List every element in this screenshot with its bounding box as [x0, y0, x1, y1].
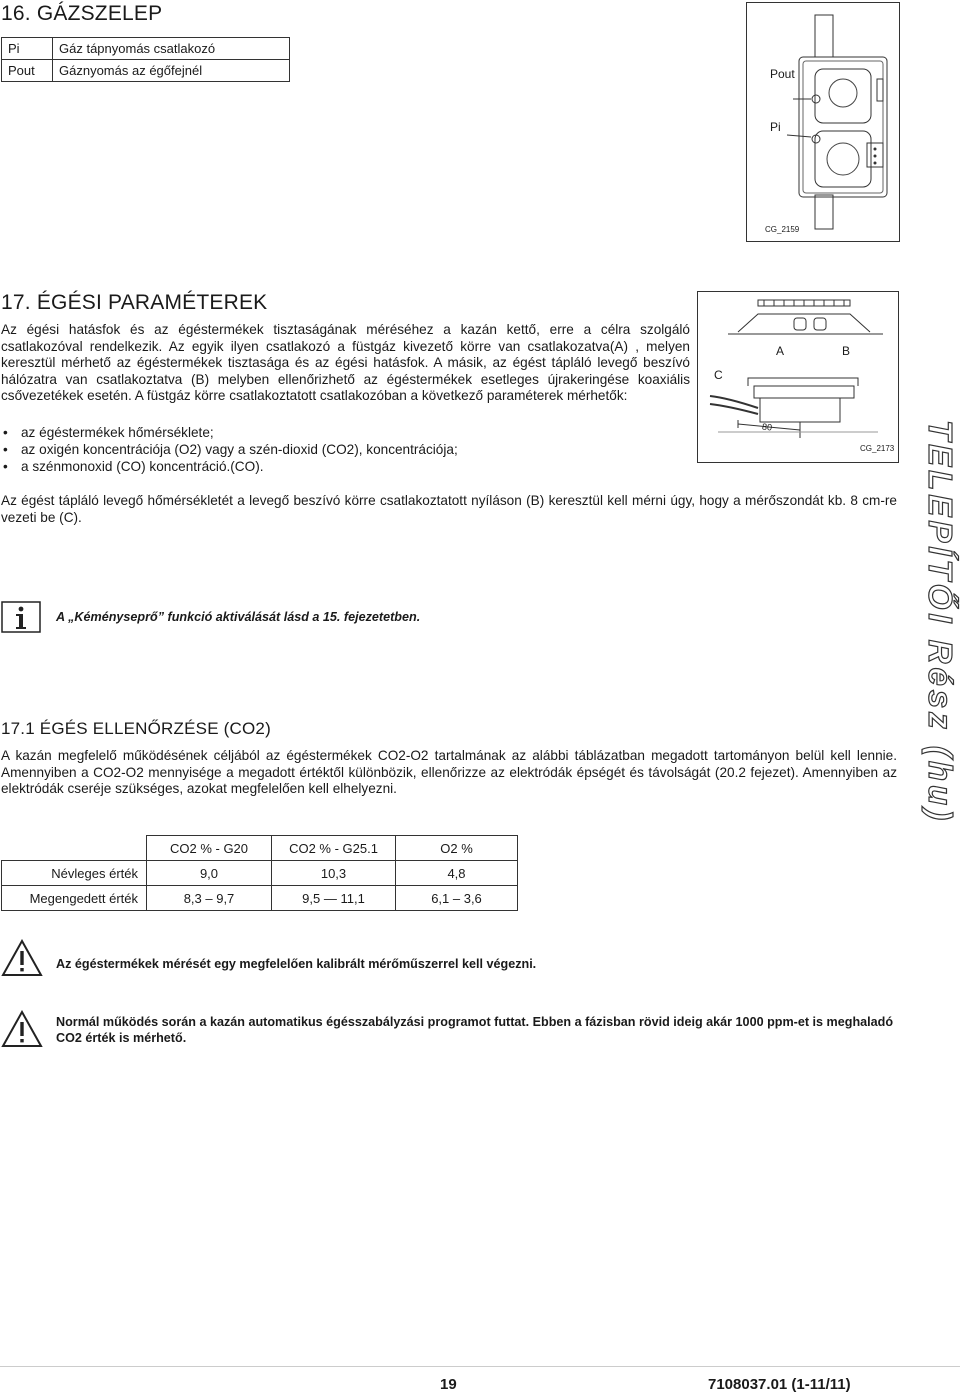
- header-cell: CO2 % - G25.1: [272, 836, 396, 861]
- legend-desc: Gáznyomás az égőfejnél: [53, 60, 290, 82]
- gas-valve-legend-table: [1, 37, 290, 82]
- section-16-title: 16. GÁZSZELEP: [1, 2, 163, 25]
- table-row: [2, 886, 518, 911]
- section-17-title: 17. ÉGÉSI PARAMÉTEREK: [1, 291, 268, 314]
- label-b: B: [842, 344, 851, 358]
- document-code: 7108037.01 (1-11/11): [708, 1376, 851, 1393]
- measured-parameters-list: [1, 424, 691, 475]
- side-section-label: TELEPÍTŐI Rész (hu): [922, 420, 959, 825]
- chimney-sweep-note: A „Kéményseprő” funkció aktiválását lásd a 15. fejezetetben.: [56, 610, 421, 624]
- table-header-row: [2, 836, 518, 861]
- dimension-label: 80: [761, 421, 773, 433]
- table-row: [2, 38, 290, 60]
- list-item: • az égéstermékek hőmérséklete;: [1, 424, 691, 441]
- table-cell: 4,8: [396, 861, 518, 886]
- row-label: Megengedett érték: [2, 886, 147, 911]
- header-cell: CO2 % - G20: [147, 836, 272, 861]
- warning-icon: [1, 1010, 43, 1048]
- section-17-1-title: 17.1 ÉGÉS ELLENŐRZÉSE (CO2): [1, 719, 271, 738]
- combustion-values-table: [1, 835, 518, 911]
- table-row: [2, 861, 518, 886]
- table-cell: 8,3 – 9,7: [147, 886, 272, 911]
- footer-divider: [0, 1366, 960, 1367]
- combustion-program-warning: Normál működés során a kazán automatikus égésszabályzási programot futtat. Ebben a fázisban rövid ideig akár 1000 ppm-et is meghaladó CO2 érték is mérhető.: [56, 1015, 894, 1045]
- legend-desc: Gáz tápnyomás csatlakozó: [53, 38, 290, 60]
- header-cell: O2 %: [396, 836, 518, 861]
- table-row: [2, 60, 290, 82]
- info-icon: [1, 601, 41, 633]
- section-17-1-text: A kazán megfelelő működésének céljából az égéstermékek CO2-O2 tartalmának az alábbi táblázatban megadott tartományon belül kell lennie. Amennyiben a CO2-O2 mennyisége a megadott értéktől különbözik, ellenőrizze az elektródák épségét és távolságát (20.2 fejezet). Amennyiben az elektródák cseréje szükséges, azokat megfelelően kell elhelyezni.: [1, 748, 897, 797]
- flue-connector-figure: [697, 291, 899, 463]
- label-a: A: [776, 344, 785, 358]
- table-cell: 9,0: [147, 861, 272, 886]
- flue-connector-drawing: [698, 292, 898, 462]
- section-17-measurement-text: Az égést tápláló levegő hőmérsékletét a levegő beszívó körre csatlakoztatott nyíláson (B) keresztül kell mérni úgy, hogy a mérőszondát kb. 8 cm-re vezeti be (C).: [1, 493, 897, 525]
- label-c: C: [714, 368, 723, 382]
- figure-code: CG_2173: [860, 444, 895, 453]
- table-cell: 10,3: [272, 861, 396, 886]
- pi-label: Pi: [770, 120, 781, 134]
- gas-valve-figure: [746, 2, 900, 242]
- page-number: 19: [440, 1376, 457, 1393]
- legend-key: Pi: [2, 38, 53, 60]
- warning-icon: [1, 939, 43, 977]
- list-item: • az oxigén koncentrációja (O2) vagy a szén-dioxid (CO2), koncentrációja;: [1, 441, 691, 458]
- pout-label: Pout: [770, 67, 795, 81]
- section-17-intro: Az égési hatásfok és az égéstermékek tisztaságának méréséhez a kazán kettő, erre a célra szolgáló csatlakozóval rendelkezik. Az egyik ilyen csatlakozó a füstgáz kivezető körre van csatlakozatva(A) , melyen keresztül mérhető az égéstermékek tisztasága és az égési hatásfok. A másik, az égést tápláló levegő beszívó hálózatra van csatlakoztatva (B) melyben ellenőrizhető az égéstermékek esetleges újrakeringése koaxiális csővezetékek esetén. A füstgáz körre csatlakoztatott csatlakozóban a következő paraméterek mérhetők:: [1, 322, 690, 404]
- row-label: Névleges érték: [2, 861, 147, 886]
- table-cell: 9,5 — 11,1: [272, 886, 396, 911]
- table-cell: 6,1 – 3,6: [396, 886, 518, 911]
- figure-code: CG_2159: [765, 225, 800, 234]
- list-item: • a szénmonoxid (CO) koncentráció.(CO).: [1, 458, 691, 475]
- legend-key: Pout: [2, 60, 53, 82]
- calibration-warning: Az égéstermékek mérését egy megfelelően kalibrált mérőműszerrel kell végezni.: [56, 957, 537, 971]
